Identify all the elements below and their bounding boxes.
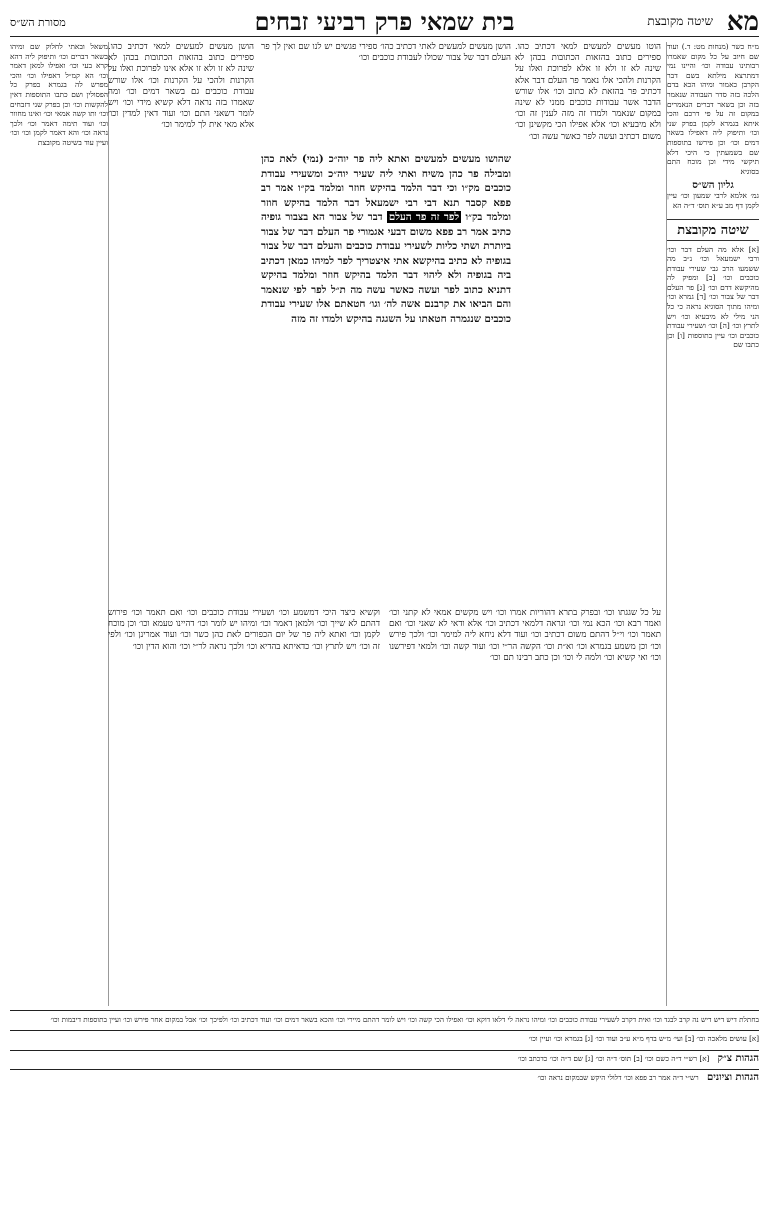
- page-number: מא: [726, 7, 759, 37]
- hagahot-ziyunim-label: הגהות וציונים: [706, 1072, 759, 1084]
- main-text-area: [108, 42, 661, 1006]
- gemara-block: [261, 152, 511, 602]
- top-commentary-band: [261, 42, 511, 147]
- gilyon-hashas-title: גליון הש״ס: [692, 180, 734, 192]
- right-margin-text: מ״ח כשר (מנחות מט: ד.) ועוד שם חיוב על כל מקום שאמרו רבותינו עבודה וכו׳ והיינו נמי דמתרצא מילתא בשם דבר הקרבן כאמור ומיהו הכא בדם הלכה בזה סדר העבודה שנאמר בזה וכן בשאר דברים הנאמרים במקום זה על פי דרכם והכי איתא בגמרא לקמן בפרק שני וכו׳ ותיפוק ליה דאפילו בשאר דמים וכו׳ וכן פירשו בתוספות שם בשמעתין כי היכי דלא תיקשי מידי וכן מוכח התם בסוגיא: [667, 42, 759, 176]
- footer-rule: [10, 1010, 759, 1011]
- hagahot-text: [א] רש״י ד״ה כשם וכו׳ [ב] תוס׳ ד״ה וכו׳ [ג] שם ד״ה וכו׳ כדכתב וכו׳: [517, 1053, 710, 1063]
- tosafot-commentary: [108, 42, 254, 602]
- tosafot-text: הושן מעשים למעשים למאי דכתיב כהו. ספירים כתוב בהזאות הכתובות בכהן לא שינה לא זו ולא זו אלא אינו לפרוכת ואלו על הקרנות ולהכי על הקרנות וכו׳ אלו שורש עבודת כוכבים גם בשאר דמים וכו׳ ומה שאמרו בזה נראה דלא קשיא מידי וכו׳ ויש לומר דשאני התם וכו׳ ועוד דאין למדין וכו׳ אלא מאי אית לך למימר וכו׳: [108, 42, 254, 131]
- lower-right-commentary: [389, 608, 661, 1002]
- footer-paragraph-1: בחתלת דיש דיש דיש נה קרב לבגד וכו׳ ואית דקרב לשעירי עבודת כוכבים וכו׳ ומיהו נראה לי דלאו דוקא וכו׳ ואפילו הכי קשה וכו׳ ויש לומר דהתם מיירי וכו׳ והכא בשאר דמים וכו׳ ועוד דכתיב וכו׳ ולפיכך וכו׳ אבל במקום אחר פירש וכו׳ ועיין בתוספות דיבמות וכו׳: [50, 1015, 759, 1024]
- right-margin-column: [666, 42, 759, 1006]
- shita-mekubetzet-text: [א] אלא מה העלם דבר וכו׳ ורבי ישמעאל וכו׳ נ״ב מה ששמעו הרב גבי שעירי עבודת כוכבים וכו׳ [ב] ומפיק לה מהיקשא דדם וכו׳ [ג] פר העלם דבר של צבור וכו׳ [ד] גמרא וכו׳ ומיהו מתוך הסוגיא נראה כי כל הני מילי לא מיבעיא וכו׳ ויש לתרץ וכו׳ [ה] וכו׳ ושעירי עבודת כוכבים וכו׳ עיין בתוספות [ו] וכן כתבו שם: [667, 244, 759, 350]
- gemara-text-post: דבר של צבור הא בצבור גופיה כתיב אמר רב פפא משום דבעי אגמורי פר העלם דבר של צבור ביותרת ושתי כליות לשעירי עבודת כוכבים והעלם דבר של צבור בגופיה לא כתיב בהיקשא אתי איצטריך לפר למיהו כמאן דכתיב ביה בגופיה ולא ליהוי דבר הלמד בהיקש חוזר ומלמד בהיקש דתניא כתוב לפר ועשה כאשר עשה מה ת״ל לפר לפי שנאמר והם הביאו את קרבנם אשה לה׳ וגו׳ חטאתם אלו שעירי עבודת כוכבים שנגמרה חטאתו על השגגה בהיקש ולמדו זה מזה: [261, 211, 511, 325]
- header-shita-label: שיטה מקובצת: [647, 14, 713, 28]
- gemara-text: [261, 152, 511, 326]
- hagahot-ziyunim-row: [10, 1073, 759, 1082]
- talmud-page: [10, 8, 759, 1216]
- lower-left-commentary: [108, 608, 380, 1002]
- left-margin-text: משאל ובאתי לחלוק שם ומיהו בשאר דברים וכו׳ ותיפוק ליה דהא קרא בעי וכו׳ ואפילו למאן דאמר וכו׳ הא קמ״ל דאפילו וכו׳ והכי מפרש לה בגמרא בפרק כל הפסולין ושם כתבו התוספות דאין להקשות וכו׳ וכן בפרק שני דזבחים וכו׳ ותו קשה אמאי וכו׳ ואינו מחוור וכו׳ ועוד תימה דאמר וכו׳ ולכך נראה וכו׳ והא דאמר לקמן וכו׳ וכו׳ ועיין עוד בשיטה מקובצת: [10, 42, 108, 147]
- footer-rule-4: [10, 1069, 759, 1070]
- footer-rule-3: [10, 1050, 759, 1051]
- page-footer: [10, 1010, 759, 1216]
- footer-rule-2: [10, 1030, 759, 1031]
- header-masoret-label: מסורת הש״ס: [10, 16, 66, 29]
- hagahot-row: [10, 1054, 759, 1063]
- page-title: בית שמאי פרק רביעי זבחים: [254, 7, 515, 36]
- rashi-text: הוטו מעשים למעשים למאי דכתיב כהו. ספירים כתוב בהזאות הכתובות בכהן לא שינה לא זו ולא זו אלא לפרוכת ואלו על הקרנות ולהכי אלו נאמר פר העלם דבר אלא דכתיב פר בהזאת לא כתוב וכו׳ אלו שורש הדבר אשר עבודות כוכבים ממני לא שינה במקום שנאמר ולמדו זה מזה לענין זה וכו׳ ולא מיבעיא וכו׳ אלא אפילו הכי מקשינן וכו׳ משום דכתיב ועשה לפר כאשר עשה וכו׳: [515, 42, 661, 142]
- gemara-text-pre: שהושו מעשים למעשים ואתא ליה פר יוה״כ (נמי) לאת כהן ומבילה פר כהן משיח ואתי ליה שעיר יוה״כ ומשעירי עבודת כוכבים מק״ו וכי דבר הלמד בהיקש חוזר ומלמד בק״ו אמר רב פפא קסבר תנא דבי רבי ישמעאל דבר הלמד בהיקש חוזר ומלמד בק״ו: [261, 153, 511, 223]
- hagahot-ziyunim-text: רש״י ד״ה אמר רב פפא וכו׳ דלולי היקש שבמקום נראה וכו׳: [537, 1073, 699, 1083]
- footer-paragraph-2: [א] עושים מלאכה וכו׳ [ב] ועי׳ מ״ש בדף מ״א ע״ב ועוד וכו׳ [ג] בגמרא וכו׳ ועיין וכו׳: [528, 1034, 759, 1044]
- top-commentary-text: הושן מעשים למעשים לאתי דכתיב כהו׳ ספירי פגשים יש לנו שם ואין לך פר העלם דבר של צבור שכולו לעבודת כוכבים וכו׳: [261, 42, 511, 64]
- lower-left-text: וקשיא כיצד היכי דמשמע וכו׳ ושעירי עבודת כוכבים וכו׳ ואם תאמר וכו׳ פירוש דהתם לא שייך וכו׳ ולמאן דאמר וכו׳ ומיהו יש לומר וכו׳ דהיינו טעמא וכו׳ וכן מוכח לקמן וכו׳ ואתא ליה פר של יום הכפורים לאת כהן כשר וכו׳ ועוד אמרינן וכו׳ ולפי זה וכו׳ ויש לתרץ וכו׳ כדאיתא בהדיא וכו׳ ולכך נראה לר״י וכו׳ והוא הדין וכו׳: [108, 608, 380, 652]
- rashi-commentary: [515, 42, 661, 602]
- gilyon-hashas-text: גמ׳ אלמא לרבי שמעון וכו׳ עיין לקמן דף מב ע״א תוס׳ ד״ה הא: [667, 191, 759, 210]
- lower-right-text: על כל שגגתו וכו׳ ובפרק בתרא דהוריות אמרו וכו׳ ויש מקשים אמאי לא קתני וכו׳ ואמר רבא וכו׳ הכא נמי וכו׳ ונראה דלמאי דכתיב וכו׳ אלא ודאי לא שאני וכו׳ ואם תאמר וכו׳ וי״ל דהתם משום דכתיב וכו׳ ועוד דלא ניחא ליה למימר וכו׳ ולכך פירש וכו׳ וכן משמע בגמרא וכו׳ וא״ת וכו׳ הקשה הר״י וכו׳ ועוד קשה וכו׳ ולמאי דפירשנו וכו׳ ואי קשיא וכו׳ ולמה לי וכו׳ וכן כתב רבינו תם וכו׳: [389, 608, 661, 663]
- gemara-highlighted-phrase: לפר זה פר העלם: [388, 211, 460, 223]
- shita-mekubetzet-title: שיטה מקובצת: [667, 219, 759, 241]
- hagahot-label: הגהות צ״ק: [717, 1052, 759, 1064]
- left-margin-column: [10, 42, 109, 1006]
- page-header: [10, 8, 759, 37]
